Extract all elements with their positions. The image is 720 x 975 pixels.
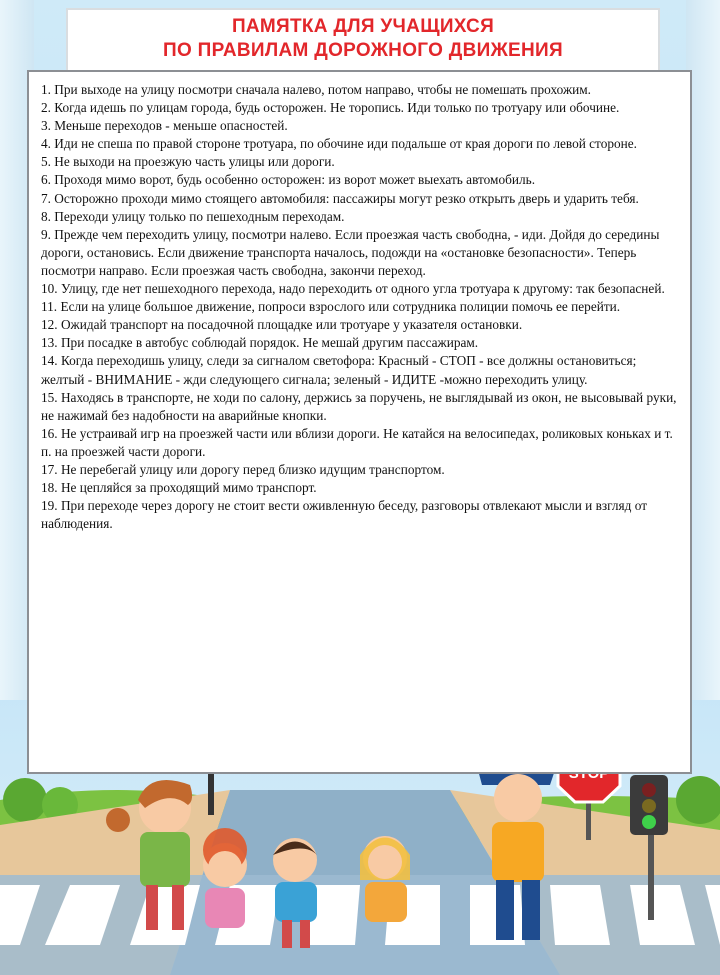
rules-panel <box>27 70 692 774</box>
sidewalk-right <box>450 790 720 975</box>
rule-item: 10. Улицу, где нет пешеходного перехода, надо переходить от одного угла тротуара к другому: так безопасней. <box>41 281 665 297</box>
rule-item: 8. Переходи улицу только по пешеходным переходам. <box>41 208 345 224</box>
rule-item: 9. Прежде чем переходить улицу, посмотри налево. Если проезжая часть свободна, - иди. Дойдя до середины дороги, остановись. Если движение транспорта началось, подожди на «остановке безопасности». Теперь посмотри направо. Если проезжая часть свободна, закончи переход. <box>41 226 660 278</box>
rule-item: 18. Не цепляйся за проходящий мимо транспорт. <box>41 480 317 496</box>
pole <box>208 770 214 815</box>
rule-item: 1. При выходе на улицу посмотри сначала налево, потом направо, чтобы не помешать прохожим. <box>41 82 591 97</box>
rule-item: 17. Не перебегай улицу или дорогу перед близко идущим транспортом. <box>41 461 445 477</box>
sidewalk-left <box>0 790 230 975</box>
bush-left <box>3 778 47 822</box>
road <box>170 790 560 975</box>
rule-item: 2. Когда идешь по улицам города, будь осторожен. Не торопись. Иди только по тротуару или обочине. <box>41 100 620 116</box>
rule-item: 14. Когда переходишь улицу, следи за сигналом светофора: Красный - СТОП - все должны остановиться; желтый - ВНИМАНИЕ - жди следующего сигнала; зеленый - ИДИТЕ -можно переходить улицу. <box>41 353 637 387</box>
title-line-2: ПО ПРАВИЛАМ ДОРОЖНОГО ДВИЖЕНИЯ <box>163 40 563 61</box>
police-officer <box>478 759 555 940</box>
zebra-crossing <box>0 885 720 945</box>
child-boy <box>273 838 317 948</box>
rule-item: 7. Осторожно проходи мимо стоящего автомобиля: пассажиры могут резко открыть дверь и ударить тебя. <box>41 190 639 206</box>
title-line-1: ПАМЯТКА ДЛЯ УЧАЩИХСЯ <box>231 16 495 37</box>
rule-item: 5. Не выходи на проезжую часть улицы или дороги. <box>41 154 335 170</box>
rule-item: 16. Не устраивай игр на проезжей части или вблизи дороги. Не катайся на велосипедах, роликовых коньках и т. п. на проезжей части дороги. <box>41 425 673 459</box>
child-girl-red-hair <box>203 828 247 928</box>
rule-item: 13. При посадке в автобус соблюдай порядок. Не мешай другим пассажирам. <box>41 335 479 351</box>
rule-item: 19. При переходе через дорогу не стоит вести оживленную беседу, разговоры отвлекают мысли и взгляд от наблюдения. <box>41 498 648 532</box>
rule-item: 15. Находясь в транспорте, не ходи по салону, держись за поручень, не выглядывай из окон, не высовывай руки, не нажимай без надобности на аварийные кнопки. <box>41 389 677 423</box>
bush-left-2 <box>42 787 78 823</box>
rule-item: 12. Ожидай транспорт на посадочной площадке или тротуаре у указателя остановки. <box>41 317 523 333</box>
child-girl-blonde <box>360 836 410 922</box>
title-banner <box>66 8 660 72</box>
road-front <box>0 875 720 975</box>
rule-item: 11. Если на улице большое движение, попроси взрослого или сотрудника полиции помочь ее перейти. <box>41 299 621 315</box>
rule-item: 6. Проходя мимо ворот, будь особенно осторожен: из ворот может выехать автомобиль. <box>41 172 536 188</box>
traffic-light <box>630 775 668 920</box>
rule-item: 4. Иди не спеша по правой стороне тротуара, по обочине иди подальше от края дороги по левой стороне. <box>41 136 637 152</box>
bush-right <box>676 776 720 824</box>
child-girl-green-coat <box>106 780 192 930</box>
rule-item: 3. Меньше переходов - меньше опасностей. <box>41 118 288 134</box>
grass-hill <box>0 790 720 840</box>
